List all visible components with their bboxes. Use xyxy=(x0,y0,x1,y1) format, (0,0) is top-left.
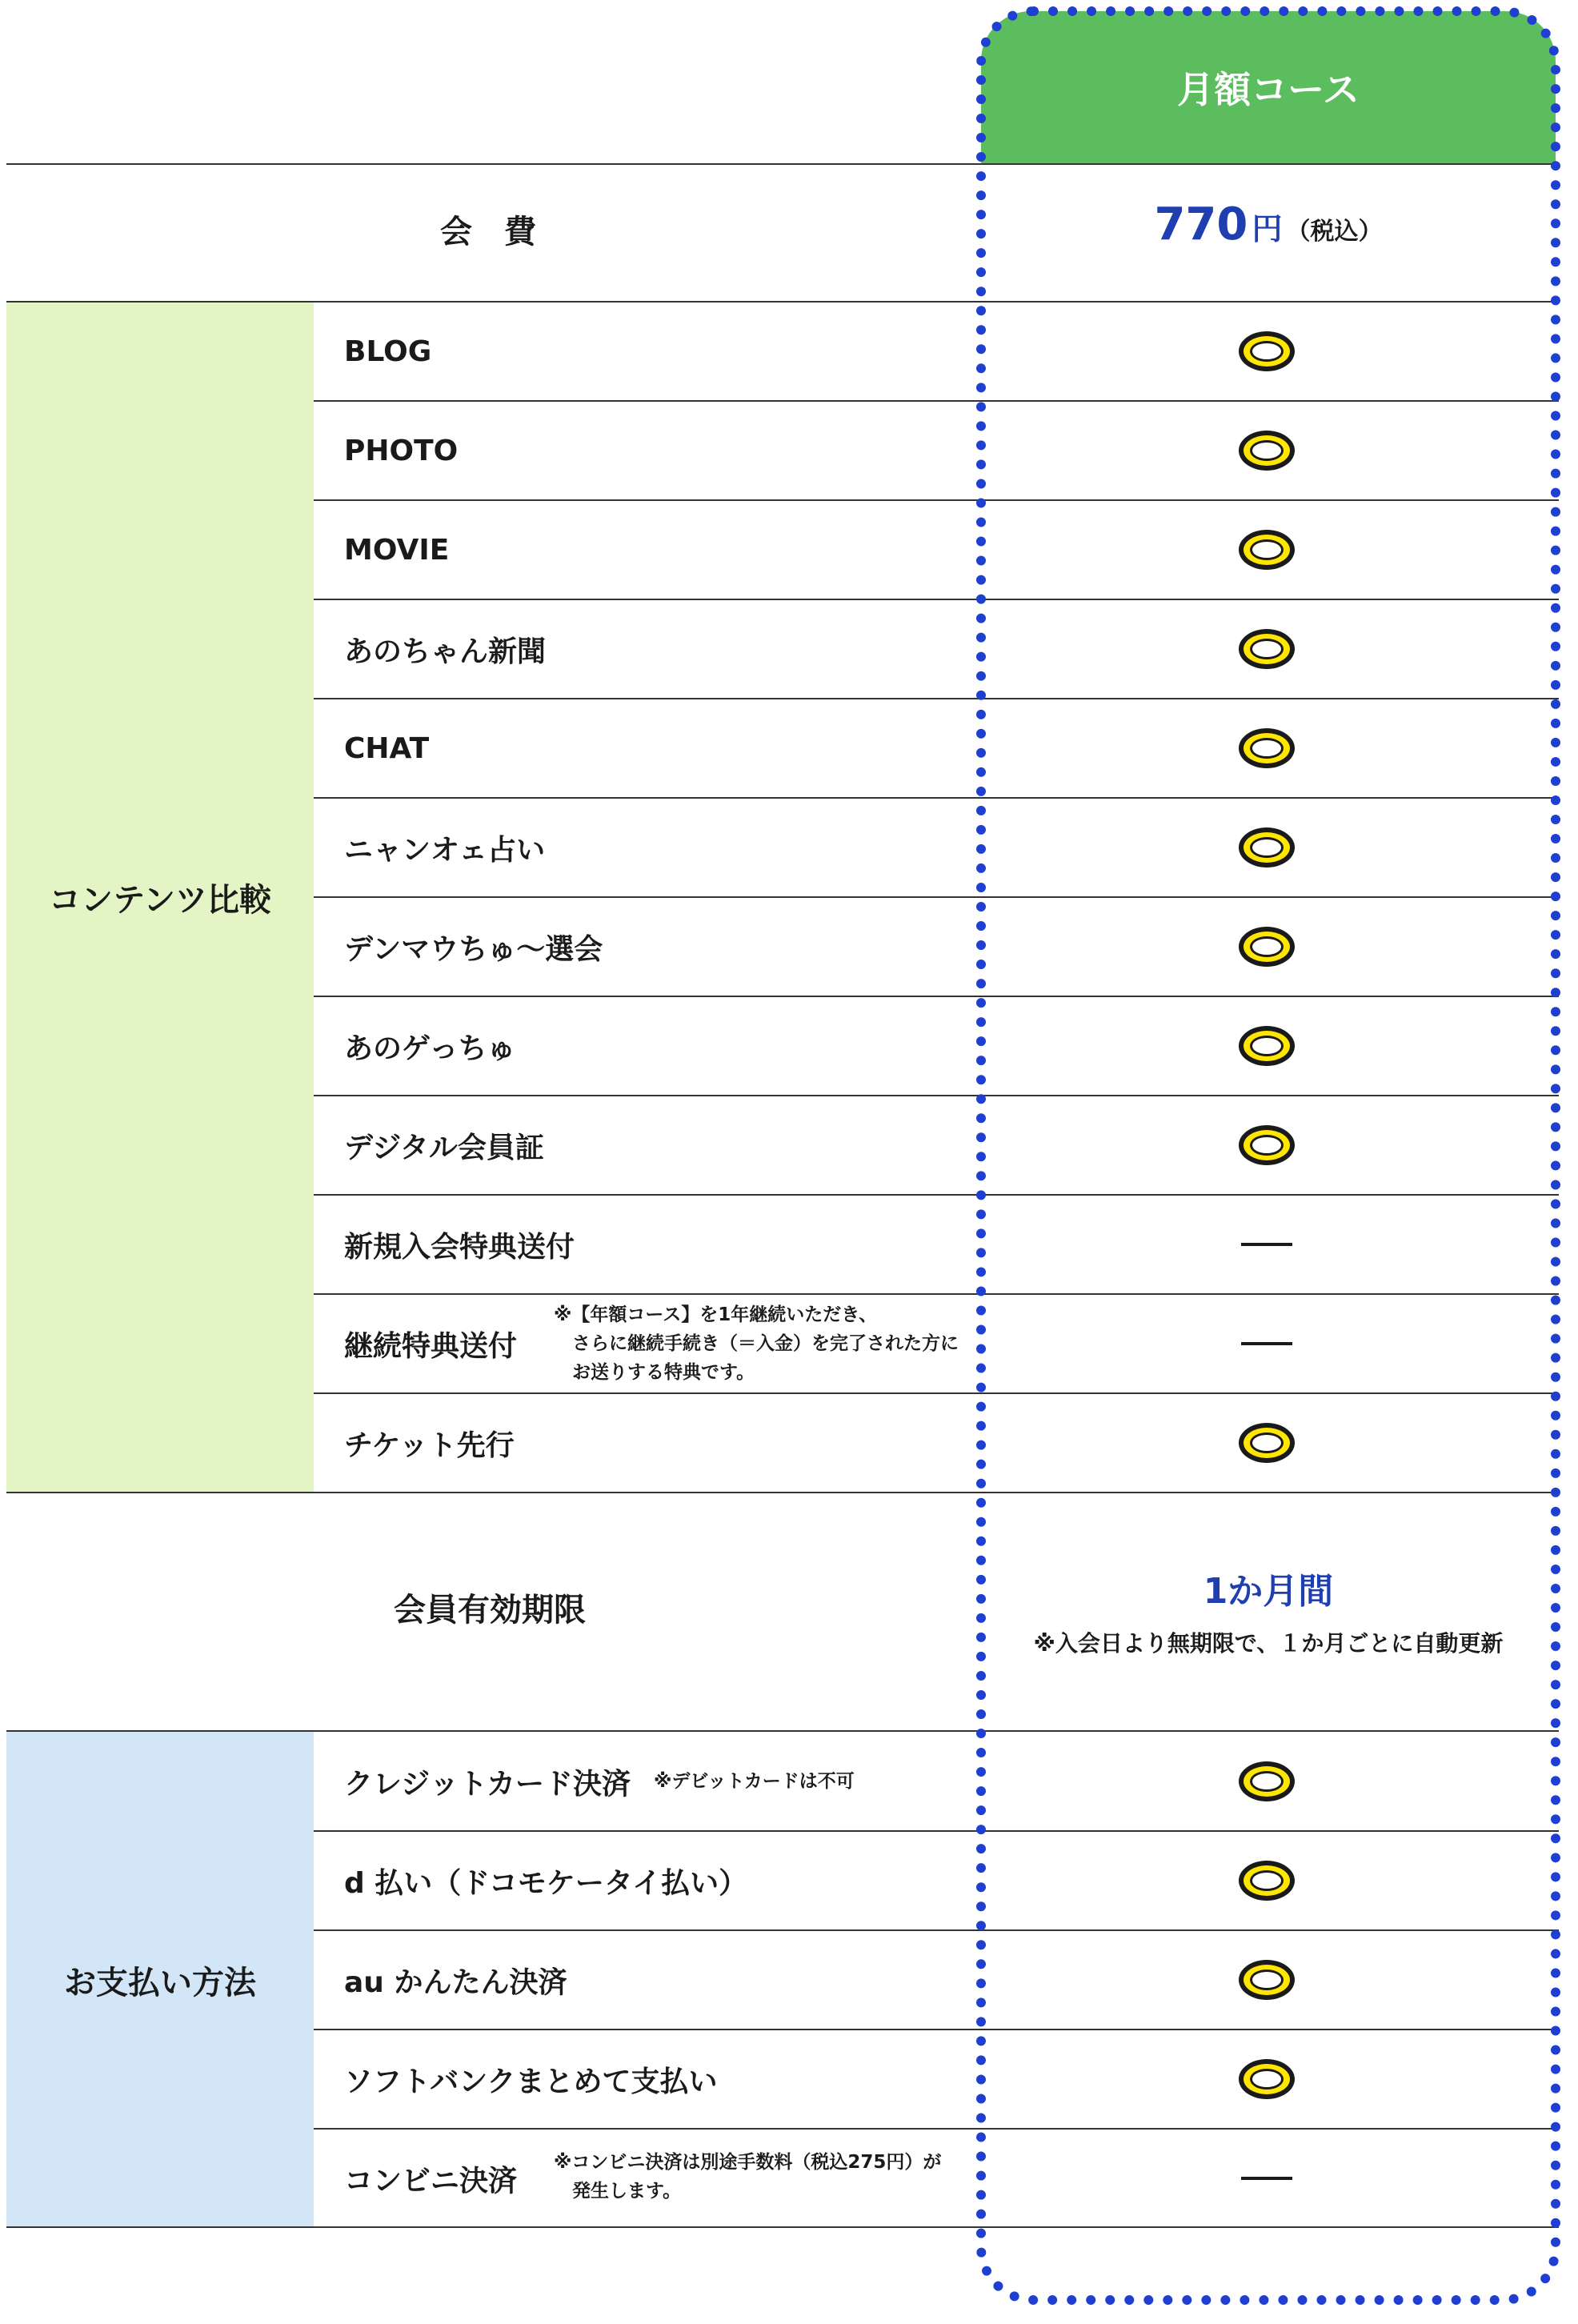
contents-category-label: コンテンツ比較 xyxy=(49,881,271,919)
payment-item-label: クレジットカード決済 xyxy=(344,1767,631,1801)
fee-unit: 円 xyxy=(1252,211,1283,246)
course-column-frame xyxy=(976,6,1560,2305)
fee-tax: （税込） xyxy=(1286,218,1383,246)
contents-item-label: あのちゃん新聞 xyxy=(344,635,547,668)
payment-item-label: コンビニ決済 xyxy=(344,2164,518,2198)
validity-value: 1か月間 xyxy=(1203,1571,1334,1612)
payment-item-label: d 払い（ドコモケータイ払い） xyxy=(344,1866,748,1900)
payment-item-note: ※デビットカードは不可 xyxy=(654,1771,855,1792)
payment-item-note: ※コンビニ決済は別途手数料（税込275円）が 発生します。 xyxy=(554,2152,942,2202)
contents-item-label: 継続特典送付 xyxy=(344,1329,518,1363)
payment-item-label: ソフトバンクまとめて支払い xyxy=(344,2065,718,2098)
contents-item-label: BLOG xyxy=(344,335,432,368)
course-name: 月額コース xyxy=(1177,68,1360,111)
contents-item-label: PHOTO xyxy=(344,434,459,467)
contents-item-label: 新規入会特典送付 xyxy=(344,1230,575,1264)
contents-item-label: チケット先行 xyxy=(344,1428,515,1462)
contents-item-label: MOVIE xyxy=(344,533,450,567)
validity-note: ※入会日より無期限で、１か月ごとに自動更新 xyxy=(1033,1630,1504,1657)
contents-item-label: デンマウちゅ～選会 xyxy=(344,932,603,966)
fee-price: 770 xyxy=(1154,198,1248,250)
contents-item-label: CHAT xyxy=(344,731,430,765)
fee-label: 会 費 xyxy=(440,214,536,250)
payment-category-label: お支払い方法 xyxy=(64,1964,256,2001)
payment-item-label: au かんたん決済 xyxy=(344,1965,567,1999)
validity-label: 会員有効期限 xyxy=(394,1592,586,1629)
contents-item-label: あのゲっちゅ xyxy=(344,1032,516,1065)
contents-item-label: デジタル会員証 xyxy=(344,1131,544,1164)
contents-item-label: ニャンオェ占い xyxy=(344,833,546,867)
contents-item-note: ※【年額コース】を1年継続いただき、 さらに継続手続き（＝入金）を完了された方に お送りする特典です。 xyxy=(554,1304,959,1383)
